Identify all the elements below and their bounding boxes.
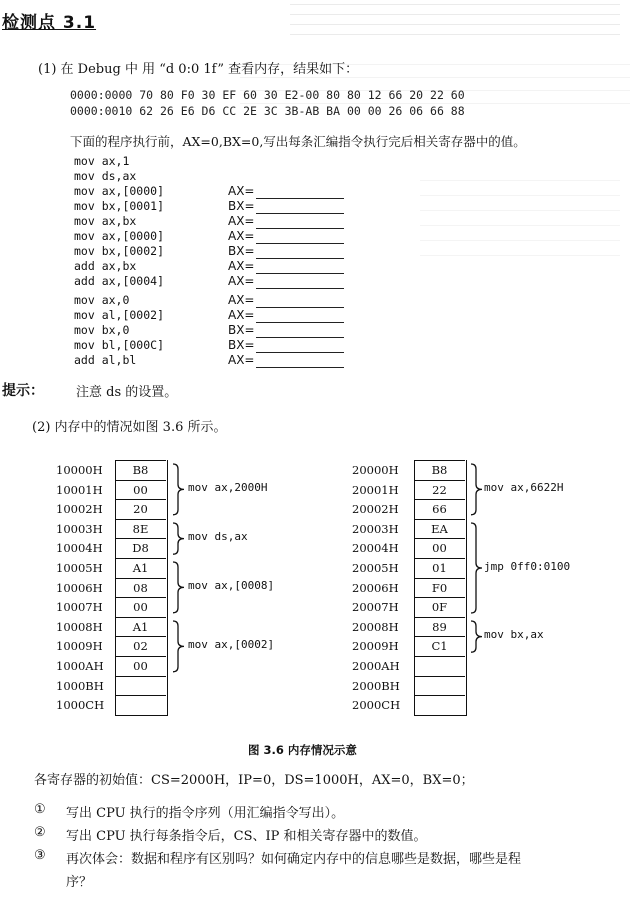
memory-address: 20003H xyxy=(352,521,399,536)
brace-icon xyxy=(172,463,186,516)
memory-cell: 00 xyxy=(115,656,166,677)
memory-cell xyxy=(115,695,166,716)
task-text: 序？ xyxy=(66,875,93,890)
answer-blank xyxy=(256,273,344,274)
instruction-annotation: mov bx,ax xyxy=(484,628,544,642)
asm-instruction: mov al,[0002] xyxy=(74,308,165,322)
memory-address: 10001H xyxy=(56,482,103,497)
answer-blank xyxy=(256,243,344,244)
memory-address: 2000BH xyxy=(352,678,400,693)
asm-instruction: mov bx,[0002] xyxy=(74,244,165,258)
asm-instruction: mov ax,1 xyxy=(74,154,130,168)
initial-registers: 各寄存器的初始值：CS=2000H，IP=0，DS=1000H，AX=0，BX=0； xyxy=(34,773,474,788)
memory-address: 10005H xyxy=(56,561,103,575)
memory-cell: 8E xyxy=(115,519,166,540)
memory-address: 20006H xyxy=(352,580,399,595)
memory-cell xyxy=(414,656,465,677)
asm-instruction: mov bl,[000C] xyxy=(74,338,165,352)
memory-cell: 00 xyxy=(115,480,166,501)
register-label: AX= xyxy=(228,214,255,228)
register-label: AX= xyxy=(228,308,255,322)
register-label: AX= xyxy=(228,293,255,307)
register-label: AX= xyxy=(228,229,255,243)
answer-blank xyxy=(256,307,344,308)
memory-cell: 22 xyxy=(414,480,465,501)
memory-address: 20005H xyxy=(352,561,399,575)
memory-cell: 00 xyxy=(115,597,166,618)
asm-instruction: mov ds,ax xyxy=(74,169,137,183)
instruction-annotation: mov ds,ax xyxy=(188,530,248,544)
register-label: BX= xyxy=(228,199,255,213)
answer-blank xyxy=(256,198,344,199)
memory-cell: 0F xyxy=(414,597,465,618)
memory-address: 2000CH xyxy=(352,698,401,713)
figure-caption: 图 3.6 内存情况示意 xyxy=(248,743,357,757)
register-label: AX= xyxy=(228,184,255,198)
memory-address: 20007H xyxy=(352,600,399,615)
task-text: 再次体会：数据和程序有区别吗？如何确定内存中的信息哪些是数据，哪些是程 xyxy=(66,852,522,867)
task-text: 写出 CPU 执行每条指令后，CS、IP 和相关寄存器中的数值。 xyxy=(66,829,427,844)
register-label: BX= xyxy=(228,244,255,258)
memory-cell: D8 xyxy=(115,538,166,559)
memory-address: 10007H xyxy=(56,600,103,615)
memory-cell: 66 xyxy=(414,499,465,520)
memory-cell xyxy=(414,695,465,716)
answer-blank xyxy=(256,228,344,229)
memory-dump-line: 0000:0000 70 80 F0 30 EF 60 30 E2-00 80 80 12 66 20 22 60 xyxy=(70,88,465,102)
memory-address: 10009H xyxy=(56,639,103,654)
brace-icon xyxy=(470,463,484,516)
memory-address: 10002H xyxy=(56,502,103,517)
memory-cell xyxy=(414,676,465,697)
memory-address: 10003H xyxy=(56,521,103,536)
register-label: BX= xyxy=(228,338,255,352)
memory-address: 20002H xyxy=(352,502,399,517)
answer-blank xyxy=(256,258,344,259)
memory-address: 20000H xyxy=(352,463,399,477)
asm-instruction: mov bx,0 xyxy=(74,323,130,337)
brace-icon xyxy=(470,620,484,653)
memory-address: 1000AH xyxy=(56,659,104,673)
bleed-through xyxy=(290,4,620,44)
instruction-annotation: mov ax,6622H xyxy=(484,481,564,495)
q1-intro: (1) 在 Debug 中 用 “d 0:0 1f” 查看内存，结果如下： xyxy=(38,62,359,77)
q1-task: 下面的程序执行前，AX=0,BX=0,写出每条汇编指令执行完后相关寄存器中的值。 xyxy=(70,134,526,149)
task-number: ② xyxy=(34,825,46,840)
memory-address: 10006H xyxy=(56,580,103,595)
register-label: BX= xyxy=(228,323,255,337)
memory-cell: A1 xyxy=(115,617,166,638)
hint-label: 提示： xyxy=(2,383,44,399)
answer-blank xyxy=(256,352,344,353)
memory-cell: EA xyxy=(414,519,465,540)
answer-blank xyxy=(256,322,344,323)
memory-address: 10008H xyxy=(56,619,103,634)
memory-address: 2000AH xyxy=(352,659,400,673)
memory-cell: 01 xyxy=(414,558,465,579)
memory-address: 1000CH xyxy=(56,698,105,713)
memory-cell: F0 xyxy=(414,578,465,599)
memory-cell xyxy=(115,676,166,697)
memory-address: 1000BH xyxy=(56,678,104,693)
memory-address: 10000H xyxy=(56,463,103,477)
asm-instruction: mov ax,bx xyxy=(74,214,137,228)
q2-intro: (2) 内存中的情况如图 3.6 所示。 xyxy=(32,420,227,435)
brace-icon xyxy=(172,620,186,673)
answer-blank xyxy=(256,213,344,214)
task-text: 写出 CPU 执行的指令序列（用汇编指令写出）。 xyxy=(66,806,345,821)
asm-instruction: mov ax,[0000] xyxy=(74,229,165,243)
brace-icon xyxy=(172,561,186,614)
hint-text: 注意 ds 的设置。 xyxy=(76,385,178,400)
register-label: AX= xyxy=(228,274,255,288)
memory-cell: 89 xyxy=(414,617,465,638)
asm-instruction: mov ax,[0000] xyxy=(74,184,165,198)
answer-blank xyxy=(256,288,344,289)
memory-address: 20004H xyxy=(352,541,399,556)
memory-cell: B8 xyxy=(414,460,465,481)
brace-icon xyxy=(172,522,186,555)
bleed-through xyxy=(420,170,620,270)
asm-instruction: add ax,[0004] xyxy=(74,274,165,288)
answer-blank xyxy=(256,337,344,338)
register-label: AX= xyxy=(228,353,255,367)
asm-instruction: mov bx,[0001] xyxy=(74,199,165,213)
instruction-annotation: mov ax,2000H xyxy=(188,481,268,495)
memory-cell: 02 xyxy=(115,636,166,657)
task-number: ① xyxy=(34,802,46,817)
instruction-annotation: jmp 0ff0:0100 xyxy=(484,559,571,573)
asm-instruction: mov ax,0 xyxy=(74,293,130,307)
instruction-annotation: mov ax,[0008] xyxy=(188,579,275,593)
memory-cell: B8 xyxy=(115,460,166,481)
memory-cell: 00 xyxy=(414,538,465,559)
memory-address: 10004H xyxy=(56,541,103,556)
brace-icon xyxy=(470,522,484,614)
register-label: AX= xyxy=(228,259,255,273)
instruction-annotation: mov ax,[0002] xyxy=(188,638,275,652)
memory-dump-line: 0000:0010 62 26 E6 D6 CC 2E 3C 3B-AB BA 00 00 26 06 66 88 xyxy=(70,104,465,118)
memory-cell: A1 xyxy=(115,558,166,579)
memory-address: 20001H xyxy=(352,482,399,497)
memory-cell: 20 xyxy=(115,499,166,520)
memory-address: 20008H xyxy=(352,619,399,634)
task-number: ③ xyxy=(34,848,46,863)
asm-instruction: add ax,bx xyxy=(74,259,137,273)
section-title: 检测点 3.1 xyxy=(2,13,97,33)
asm-instruction: add al,bl xyxy=(74,353,137,367)
memory-cell: C1 xyxy=(414,636,465,657)
memory-cell: 08 xyxy=(115,578,166,599)
answer-blank xyxy=(256,367,344,368)
memory-address: 20009H xyxy=(352,639,399,654)
